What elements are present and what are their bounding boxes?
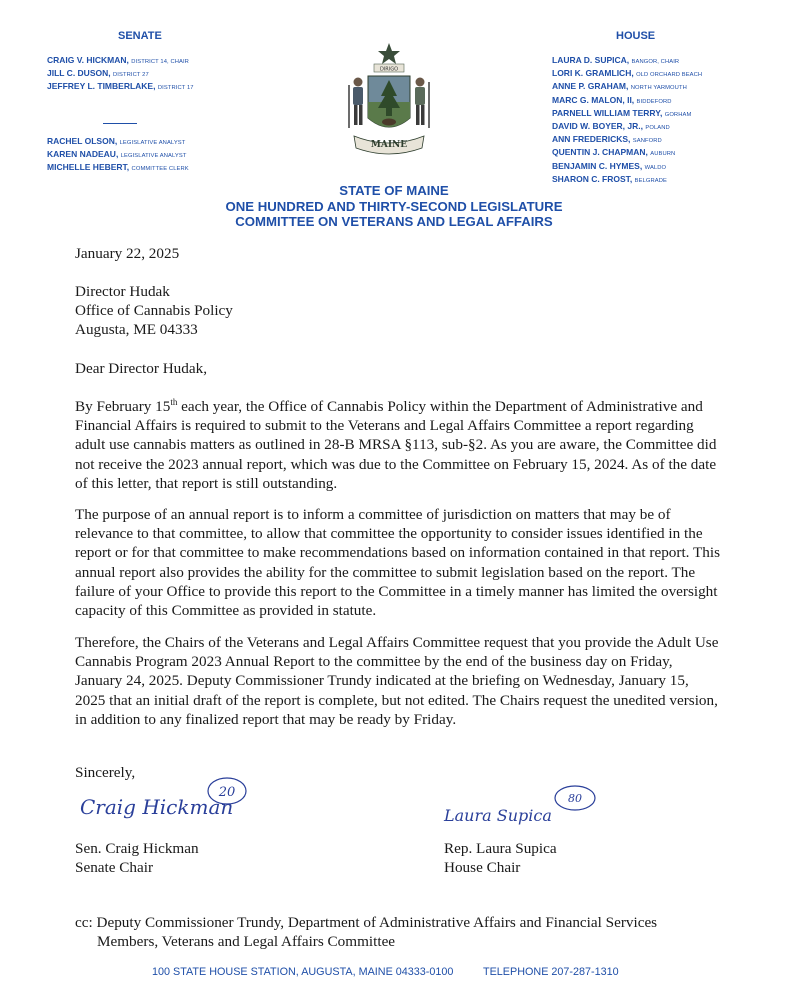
- letterhead-legislature: ONE HUNDRED AND THIRTY-SECOND LEGISLATURE: [225, 198, 563, 214]
- house-members: [552, 55, 702, 187]
- house-member: BENJAMIN C. HYMES, WALDO: [552, 160, 667, 171]
- signature-hickman: Craig Hickman: [80, 795, 234, 819]
- recipient-block: [75, 282, 721, 340]
- paragraph-2: The purpose of an annual report is to inform a committee of jurisdiction on matters that may be of relevance to that committee, to allow that committee the opportunity to consider issues identified in the report or for that committee to make recommendations based on information contained in that report. This annual report also provides the ability for the committee to submit legislation based on the report. The failure of your Office to provide this report to the Committee in a timely manner has limited the oversight capacity of this Committee as provided in statute.: [75, 506, 721, 620]
- divider: [103, 123, 137, 124]
- recipient-line: Office of Cannabis Policy: [75, 302, 233, 320]
- senate-member: JILL C. DUSON, DISTRICT 27: [47, 68, 149, 79]
- house-member: ANN FREDERICKS, SANFORD: [552, 134, 662, 145]
- house-member: LORI K. GRAMLICH, OLD ORCHARD BEACH: [552, 68, 703, 79]
- staff-member: RACHEL OLSON, LEGISLATIVE ANALYST: [47, 136, 186, 146]
- footer-address: 100 STATE HOUSE STATION, AUGUSTA, MAINE 04333-0100: [152, 966, 454, 978]
- senate-member: JEFFREY L. TIMBERLAKE, DISTRICT 17: [47, 81, 194, 92]
- closing: Sincerely,: [75, 764, 136, 781]
- recipient-line: Director Hudak: [75, 283, 170, 300]
- house-member: SHARON C. FROST, BELGRADE: [552, 173, 668, 184]
- senate-staff: [47, 136, 189, 176]
- signature-initials: 20: [218, 785, 236, 800]
- letterhead: [0, 183, 788, 230]
- house-member: MARC G. MALON, II, BIDDEFORD: [552, 94, 672, 105]
- house-member: LAURA D. SUPICA, BANGOR, CHAIR: [552, 55, 680, 65]
- recipient-line: Augusta, ME 04333: [75, 321, 198, 339]
- salutation: Dear Director Hudak,: [75, 360, 207, 377]
- staff-member: MICHELLE HEBERT, COMMITTEE CLERK: [47, 162, 189, 173]
- cc-line-1: cc: Deputy Commissioner Trundy, Department of Administrative Affairs and Financial Services: [75, 914, 658, 931]
- house-heading: HOUSE: [616, 30, 656, 42]
- seal-banner: MAINE: [370, 140, 408, 150]
- senate-member: CRAIG V. HICKMAN, DISTRICT 14, CHAIR: [47, 55, 189, 65]
- seal-motto: DIRIGO: [379, 66, 399, 73]
- signature-supica: Laura Supica: [444, 806, 552, 825]
- letterhead-state: STATE OF MAINE: [339, 183, 449, 198]
- paragraph-1: By February 15th each year, the Office of Cannabis Policy within the Department of Administrative and Financial Affairs is required to submit to the Veterans and Legal Affairs Committee a report regarding adult use cannabis matters as outlined in 28-B MRSA §113, sub-§2. As you are aware, the Committee did not receive the 2023 annual report, which was due to the Committee on February 15, 2024. As of the date of this letter, that report is still outstanding.: [75, 396, 717, 492]
- house-member: QUENTIN J. CHAPMAN, AUBURN: [552, 147, 676, 158]
- signature-initials-circle: [552, 783, 598, 813]
- signature-initials-circle: [205, 775, 249, 807]
- house-member: ANNE P. GRAHAM, NORTH YARMOUTH: [552, 81, 687, 92]
- house-member: PARNELL WILLIAM TERRY, GORHAM: [552, 107, 692, 118]
- signature-initials: 80: [568, 792, 582, 805]
- signer-left-title: Senate Chair: [75, 859, 154, 877]
- signer-left-name: Sen. Craig Hickman: [75, 840, 199, 857]
- signer-right: [444, 839, 557, 877]
- senate-members: [47, 55, 194, 95]
- signer-right-title: House Chair: [444, 859, 521, 877]
- letter-date: January 22, 2025: [75, 245, 180, 262]
- house-member: DAVID W. BOYER, JR., POLAND: [552, 121, 670, 132]
- paragraph-3: Therefore, the Chairs of the Veterans and Legal Affairs Committee request that you provide the Adult Use Cannabis Program 2023 Annual Report to the committee by the end of the business day on Friday, January 24, 2025. Deputy Commissioner Trundy indicated at the briefing on Wednesday, January 15, 2025 that an initial draft of the report is complete, but not edited. The Chairs request the unedited version, in addition to any finalized report that may be ready by Friday.: [75, 634, 719, 728]
- letterhead-committee: COMMITTEE ON VETERANS AND LEGAL AFFAIRS: [235, 214, 553, 229]
- footer-phone: TELEPHONE 207-287-1310: [483, 966, 619, 978]
- signer-right-name: Rep. Laura Supica: [444, 840, 557, 857]
- signer-left: [75, 839, 199, 877]
- maine-state-seal: [334, 40, 444, 160]
- staff-member: KAREN NADEAU, LEGISLATIVE ANALYST: [47, 149, 187, 160]
- senate-heading: SENATE: [118, 30, 162, 42]
- cc-line-2: Members, Veterans and Legal Affairs Committee: [97, 933, 396, 950]
